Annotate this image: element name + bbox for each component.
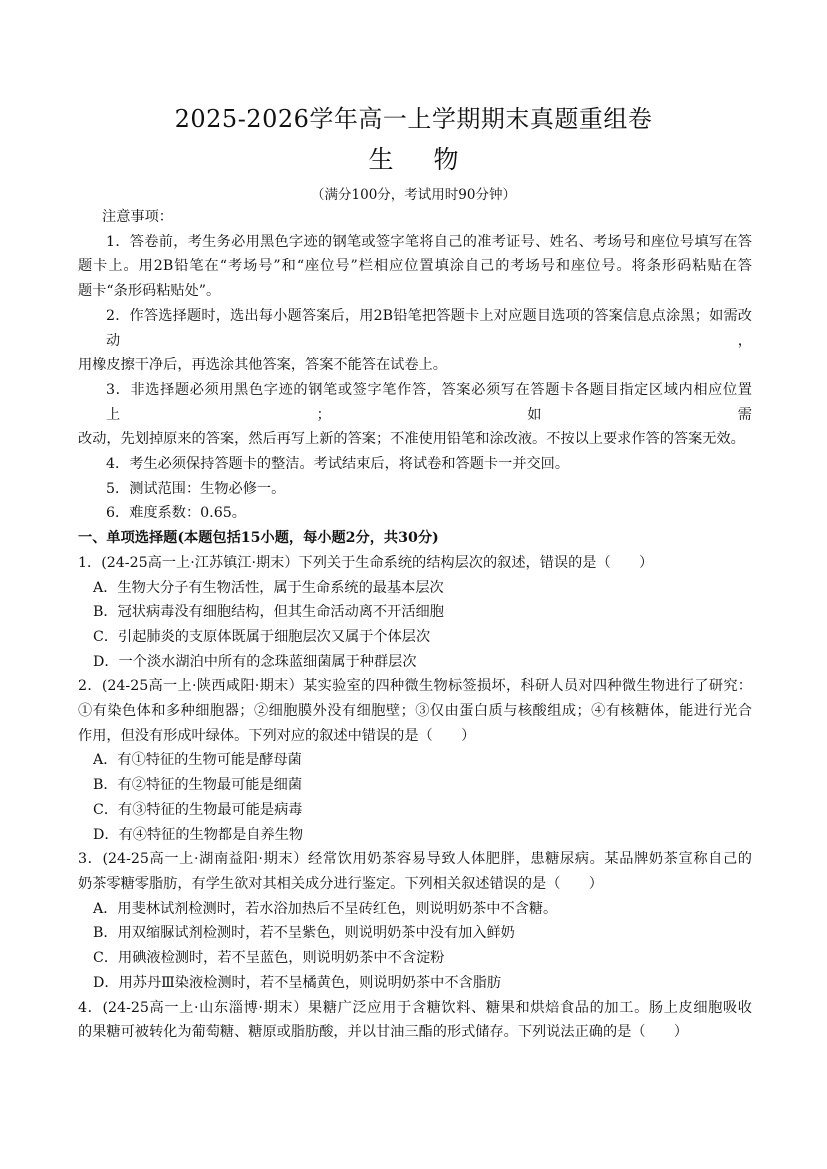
exam-body <box>78 205 752 1045</box>
q3-stem-line-2: 奶茶零糖零脂肪，有学生欲对其相关成分进行鉴定。下列相关叙述错误的是（ ） <box>78 875 603 892</box>
q3-option-d: D．用苏丹Ⅲ染液检测时，若不呈橘黄色，则说明奶茶中不含脂肪 <box>93 974 502 991</box>
q2-stem-line-3: 作用，但没有形成叶绿体。下列对应的叙述中错误的是（ ） <box>78 727 476 744</box>
q1-option-b: B．冠状病毒没有细胞结构，但其生命活动离不开活细胞 <box>93 604 444 621</box>
exam-title: 2025-2026学年高一上学期期末真题重组卷 <box>174 105 653 133</box>
note-4: 4．考生必须保持答题卡的整洁。考试结束后，将试卷和答题卡一并交回。 <box>106 456 570 473</box>
q2-option-d: D．有④特征的生物都是自养生物 <box>93 826 304 843</box>
notes-heading: 注意事项： <box>102 209 173 225</box>
q3-stem-line-1: 3．(24-25高一上·湖南益阳·期末）经常饮用奶茶容易导致人体肥胖，患糖尿病。某品牌奶茶宣称自己的 <box>78 851 752 868</box>
q2-option-a: A．有①特征的生物可能是酵母菌 <box>93 752 302 769</box>
note-2-line-2: 用橡皮擦干净后，再选涂其他答案，答案不能答在试卷上。 <box>78 357 447 374</box>
q3-option-b: B．用双缩脲试剂检测时，若不呈紫色，则说明奶茶中没有加入鲜奶 <box>93 925 515 942</box>
q1-option-d: D．一个淡水湖泊中所有的念珠蓝细菌属于种群层次 <box>93 653 417 670</box>
note-3-line-2: 改动，先划掉原来的答案，然后再写上新的答案；不准使用铅笔和涂改液。不按以上要求作答的答案无效。 <box>78 431 745 448</box>
subject-title: 生 物 <box>368 145 475 174</box>
note-6: 6．难度系数：0.65。 <box>106 505 246 522</box>
section-1-title: 一、单项选择题(本题包括15小题，每小题2分，共30分) <box>78 530 439 547</box>
q2-option-b: B．有②特征的生物最可能是细菌 <box>93 777 303 794</box>
q2-stem-line-2: ①有染色体和多种细胞器；②细胞膜外没有细胞壁；③仅由蛋白质与核酸组成；④有核糖体，能进行光合 <box>78 703 752 720</box>
note-3-line-1: 3．非选择题必须用黑色字迹的钢笔或签字笔作答，答案必须写在答题卡各题目指定区域内相应位置上；如需 <box>106 381 752 423</box>
q4-stem-line-1: 4．(24-25高一上·山东淄博·期末）果糖广泛应用于含糖饮料、糖果和烘焙食品的加工。肠上皮细胞吸收 <box>78 999 752 1016</box>
note-1-line-3: 题卡“条形码粘贴处”。 <box>78 283 221 300</box>
note-1-line-1: 1．答卷前，考生务必用黑色字迹的钢笔或签字笔将自己的准考证号、姓名、考场号和座位号填写在答 <box>106 233 752 250</box>
q3-option-a: A．用斐林试剂检测时，若水浴加热后不呈砖红色，则说明奶茶中不含糖。 <box>93 900 558 917</box>
q1-stem-line-1: 1．(24-25高一上·江苏镇江·期末）下列关于生命系统的结构层次的叙述，错误的是（ ） <box>78 554 654 571</box>
q3-option-c: C．用碘液检测时，若不呈蓝色，则说明奶茶中不含淀粉 <box>93 950 445 967</box>
q2-option-c: C．有③特征的生物最可能是病毒 <box>93 801 303 818</box>
note-5: 5．测试范围：生物必修一。 <box>106 480 286 497</box>
q1-option-a: A．生物大分子有生物活性，属于生命系统的最基本层次 <box>93 579 444 596</box>
q1-option-c: C．引起肺炎的支原体既属于细胞层次又属于个体层次 <box>93 628 431 645</box>
q2-stem-line-1: 2．(24-25高一上·陕西咸阳·期末）某实验室的四种微生物标签损坏，科研人员对四种微生物进行了研究： <box>78 678 752 695</box>
q4-stem-line-2: 的果糖可被转化为葡萄糖、糖原或脂肪酸，并以甘油三酯的形式储存。下列说法正确的是（ ） <box>78 1024 689 1041</box>
exam-meta: （满分100分，考试用时90分钟） <box>311 187 516 203</box>
note-2-line-1: 2．作答选择题时，选出每小题答案后，用2B铅笔把答题卡上对应题目选项的答案信息点涂黑；如需改动， <box>106 307 752 349</box>
note-1-line-2: 题卡上。用2B铅笔在“考场号”和“座位号”栏相应位置填涂自己的考场号和座位号。将条形码粘贴在答 <box>78 258 752 275</box>
